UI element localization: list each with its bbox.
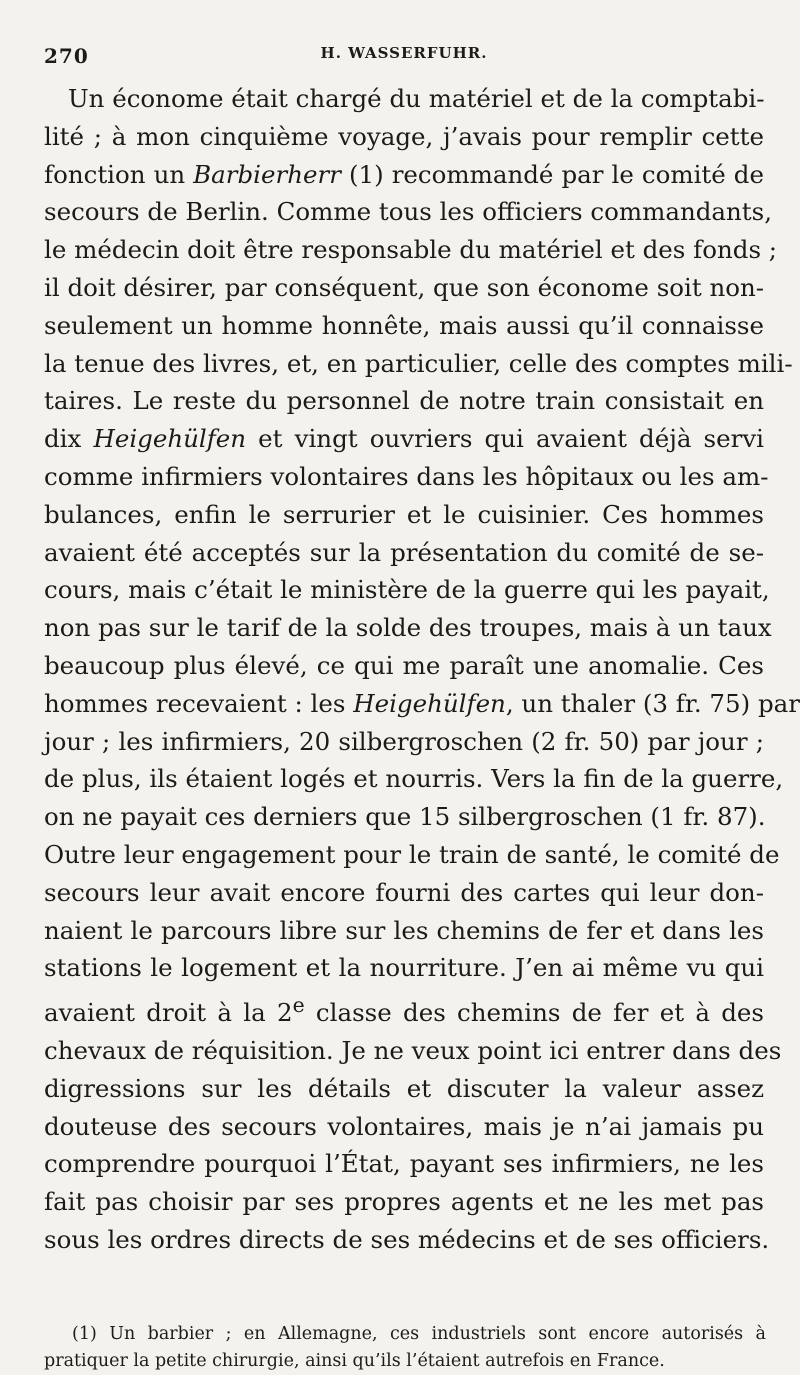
text-line: seulement un homme honnête, mais aussi qu’il connaisse bbox=[44, 310, 764, 340]
text-line: comprendre pourquoi l’État, payant ses infirmiers, ne les bbox=[44, 1149, 764, 1179]
footnote-line: (1) Un barbier ; en Allemagne, ces industriels sont encore autorisés à bbox=[72, 1323, 766, 1344]
superscript: e bbox=[292, 993, 305, 1018]
text-line: fait pas choisir par ses propres agents et ne les met pas bbox=[44, 1187, 764, 1217]
text-line: avaient été acceptés sur la présentation du comité de se- bbox=[44, 537, 764, 567]
running-head bbox=[44, 40, 764, 80]
text-line: sous les ordres directs de ses médecins et de ses officiers. bbox=[44, 1225, 770, 1255]
text-line: cours, mais c’était le ministère de la guerre qui les payait, bbox=[44, 575, 770, 605]
text-line: stations le logement et la nourriture. J’en ai même vu qui bbox=[44, 953, 764, 983]
text-line: Outre leur engagement pour le train de santé, le comité de bbox=[44, 839, 780, 869]
text-line: comme infirmiers volontaires dans les hôpitaux ou les am- bbox=[44, 461, 769, 491]
text-line: Un économe était chargé du matériel et de la comptabi- bbox=[68, 84, 765, 113]
text-line: hommes recevaient : les Heigehülfen, un thaler (3 fr. 75) par bbox=[44, 688, 800, 718]
text-line: chevaux de réquisition. Je ne veux point ici entrer dans des bbox=[44, 1036, 782, 1066]
text-line: bulances, enfin le serrurier et le cuisinier. Ces hommes bbox=[44, 499, 764, 529]
text-line: secours de Berlin. Comme tous les officiers commandants, bbox=[44, 197, 773, 227]
italic-term: Barbierherr bbox=[193, 159, 341, 189]
text-line: douteuse des secours volontaires, mais je n’ai jamais pu bbox=[44, 1111, 764, 1141]
footnote bbox=[44, 1321, 766, 1375]
text-line: beaucoup plus élevé, ce qui me paraît une anomalie. Ces bbox=[44, 650, 764, 680]
text-line: non pas sur le tarif de la solde des troupes, mais à un taux bbox=[44, 613, 772, 643]
footnote-line: pratiquer la petite chirurgie, ainsi qu’ils l’étaient autrefois en France. bbox=[44, 1350, 665, 1371]
text-line: on ne payait ces derniers que 15 silbergroschen (1 fr. 87). bbox=[44, 802, 766, 832]
text-line: secours leur avait encore fourni des cartes qui leur don- bbox=[44, 877, 764, 907]
text-line: naient le parcours libre sur les chemins de fer et dans les bbox=[44, 915, 764, 945]
text-line: le médecin doit être responsable du matériel et des fonds ; bbox=[44, 235, 778, 265]
text-line: la tenue des livres, et, en particulier, celle des comptes mili- bbox=[44, 348, 793, 378]
text-line: dix Heigehülfen et vingt ouvriers qui avaient déjà servi bbox=[44, 424, 765, 454]
italic-term: Heigehülfen bbox=[93, 424, 247, 454]
text-line: taires. Le reste du personnel de notre train consistait en bbox=[44, 386, 764, 416]
text-line: jour ; les infirmiers, 20 silbergroschen (2 fr. 50) par jour ; bbox=[44, 726, 764, 756]
text-line: fonction un Barbierherr (1) recommandé par le comité de bbox=[44, 159, 764, 189]
text-line: digressions sur les détails et discuter la valeur assez bbox=[44, 1073, 764, 1103]
italic-term: Heigehülfen bbox=[353, 688, 506, 718]
page-number: 270 bbox=[44, 44, 89, 68]
running-head-author: H. WASSERFUHR. bbox=[320, 44, 488, 62]
text-line: de plus, ils étaient logés et nourris. Vers la fin de la guerre, bbox=[44, 764, 784, 794]
text-line: il doit désirer, par conséquent, que son économe soit non- bbox=[44, 272, 765, 302]
body-text bbox=[44, 80, 800, 1259]
text-line: avaient droit à la 2e classe des chemins de fer et à des bbox=[44, 993, 764, 1028]
text-line: lité ; à mon cinquième voyage, j’avais pour remplir cette bbox=[44, 121, 764, 151]
